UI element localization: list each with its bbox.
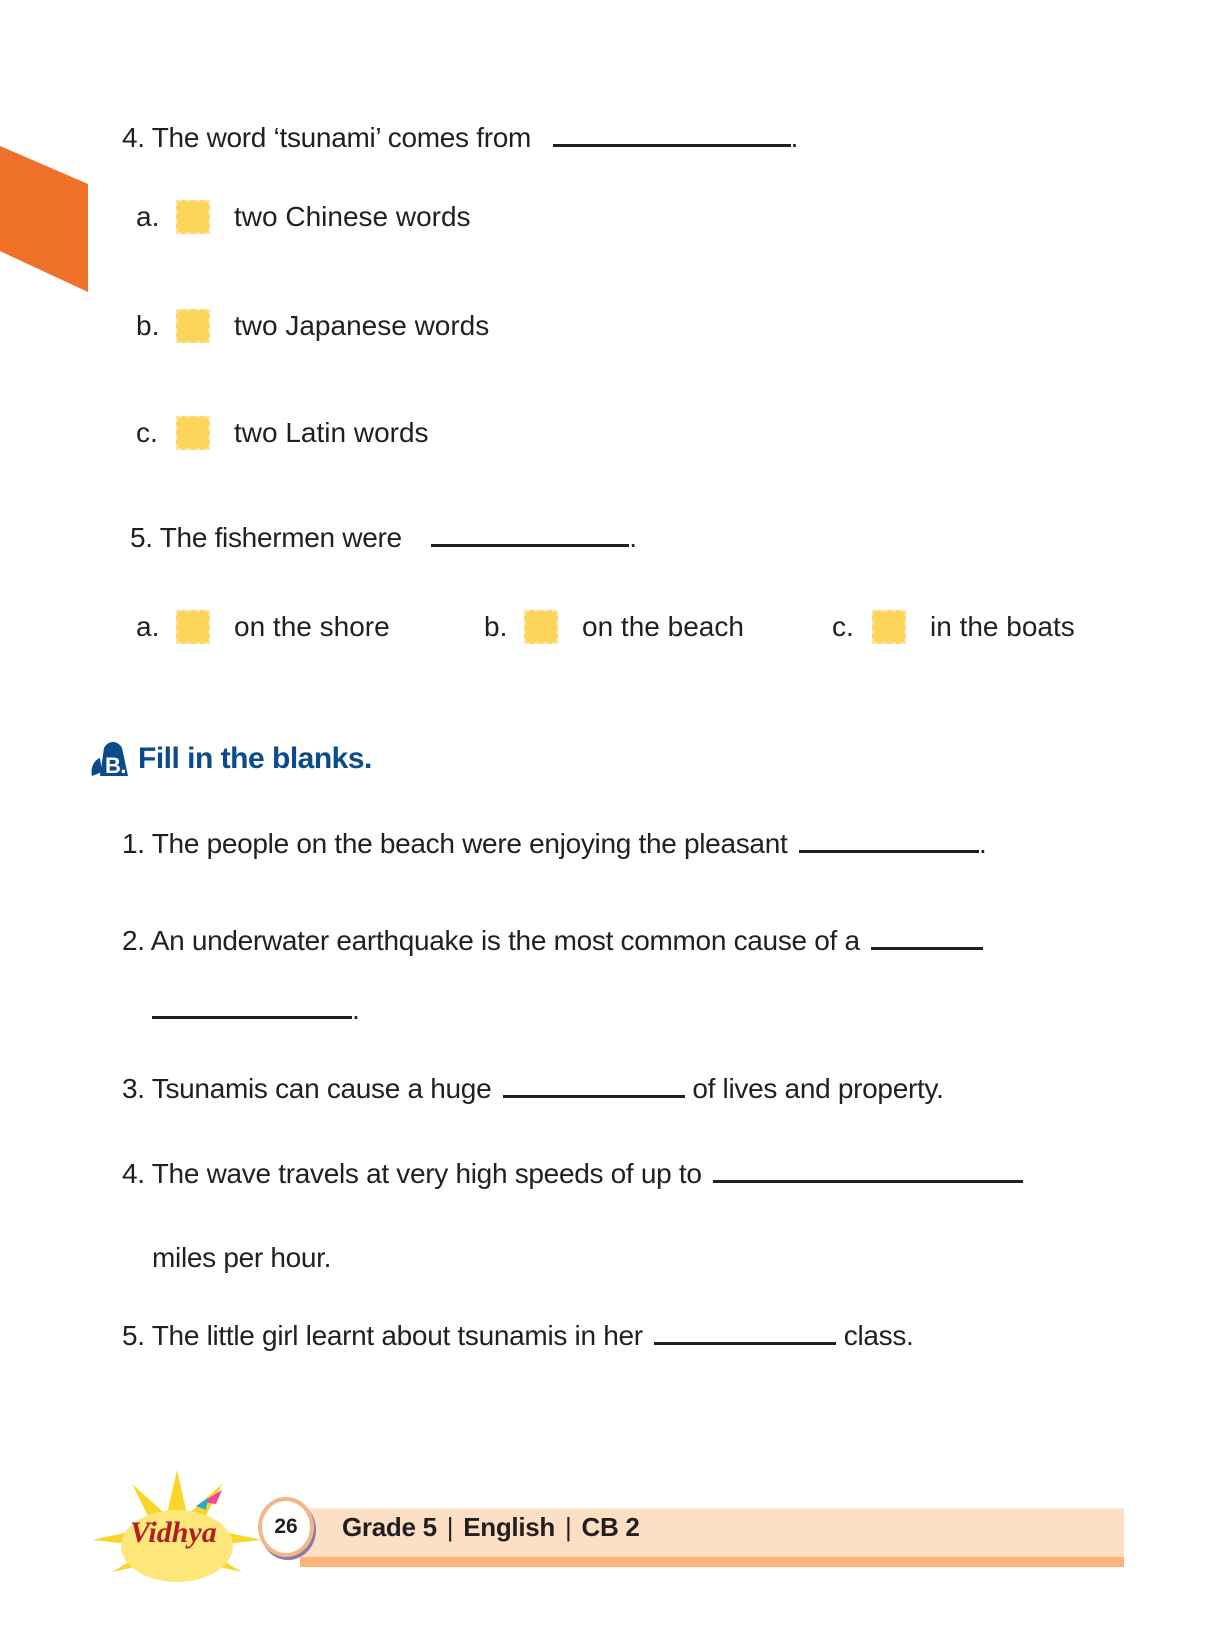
option-text: two Latin words <box>234 417 429 448</box>
page-number: 26 <box>258 1497 314 1557</box>
answer-blank[interactable] <box>431 522 629 547</box>
checkbox[interactable] <box>176 200 210 234</box>
answer-blank[interactable] <box>799 828 979 853</box>
fill-item-2 <box>122 925 983 957</box>
svg-text:B.: B. <box>105 753 126 778</box>
footer-book: CB 2 <box>581 1512 640 1542</box>
option-text: in the boats <box>930 611 1075 642</box>
section-b-title: Fill in the blanks. <box>138 742 372 775</box>
fill-item-3 <box>122 1073 944 1105</box>
fill-item-2-continued: . <box>152 994 359 1026</box>
item-text-after: class. <box>843 1320 914 1351</box>
option-text: on the beach <box>582 611 744 642</box>
fill-item-5 <box>122 1320 914 1352</box>
item-text-before: Tsunamis can cause a huge <box>151 1073 492 1104</box>
checkbox[interactable] <box>176 416 210 450</box>
option-4a[interactable] <box>136 200 471 234</box>
fill-item-4-continued <box>152 1242 331 1274</box>
footer-grade: Grade 5 <box>342 1512 437 1542</box>
vidhya-logo <box>92 1462 262 1582</box>
question-text: The word ‘tsunami’ comes from <box>151 122 532 153</box>
item-text-before: The people on the beach were enjoying the pleasant <box>151 828 788 859</box>
option-label: a. <box>136 201 160 232</box>
question-number: 4. <box>122 122 145 153</box>
option-4b[interactable] <box>136 309 489 343</box>
question-number: 5. <box>130 522 153 553</box>
answer-blank[interactable] <box>654 1320 836 1345</box>
item-number: 5. <box>122 1320 145 1351</box>
fill-item-4 <box>122 1158 1023 1190</box>
footer-subject: English <box>463 1512 555 1542</box>
item-text-after: miles per hour. <box>152 1242 332 1273</box>
item-text-before: The wave travels at very high speeds of up to <box>151 1158 702 1189</box>
item-number: 3. <box>122 1073 145 1104</box>
question-4: 4. The word ‘tsunami’ comes from . <box>122 122 798 153</box>
option-5b[interactable] <box>484 610 744 644</box>
option-text: two Japanese words <box>234 310 490 341</box>
item-text-before: An underwater earthquake is the most common cause of a <box>150 925 860 956</box>
option-label: a. <box>136 611 160 642</box>
answer-blank[interactable] <box>503 1073 685 1098</box>
item-number: 1. <box>122 828 145 859</box>
option-text: on the shore <box>234 611 390 642</box>
fill-item-1: 1. The people on the beach were enjoying the pleasant . <box>122 828 987 859</box>
checkbox[interactable] <box>176 309 210 343</box>
logo-text: Vidhya <box>130 1516 217 1549</box>
question-text: The fishermen were <box>159 522 402 553</box>
item-number: 2. <box>122 925 145 956</box>
orange-side-tab <box>0 146 88 292</box>
answer-blank[interactable] <box>713 1158 1023 1183</box>
question-5: 5. The fishermen were . <box>130 522 637 553</box>
footer-book-info: Grade 5 | English | CB 2 <box>342 1512 640 1542</box>
option-label: b. <box>136 310 160 341</box>
item-number: 4. <box>122 1158 145 1189</box>
checkbox[interactable] <box>176 610 210 644</box>
section-b-heading <box>88 738 372 780</box>
option-label: c. <box>136 417 158 448</box>
option-label: c. <box>832 611 854 642</box>
footer-stripe <box>300 1557 1124 1567</box>
section-b-badge-icon <box>88 738 130 780</box>
checkbox[interactable] <box>872 610 906 644</box>
option-label: b. <box>484 611 508 642</box>
option-text: two Chinese words <box>234 201 471 232</box>
answer-blank-continued[interactable] <box>152 994 352 1019</box>
option-5a[interactable] <box>136 610 390 644</box>
answer-blank[interactable] <box>553 122 791 147</box>
answer-blank[interactable] <box>871 925 983 950</box>
checkbox[interactable] <box>524 610 558 644</box>
option-4c[interactable] <box>136 416 429 450</box>
item-text-before: The little girl learnt about tsunamis in her <box>151 1320 643 1351</box>
option-5c[interactable] <box>832 610 1075 644</box>
item-text-after: of lives and property. <box>692 1073 944 1104</box>
